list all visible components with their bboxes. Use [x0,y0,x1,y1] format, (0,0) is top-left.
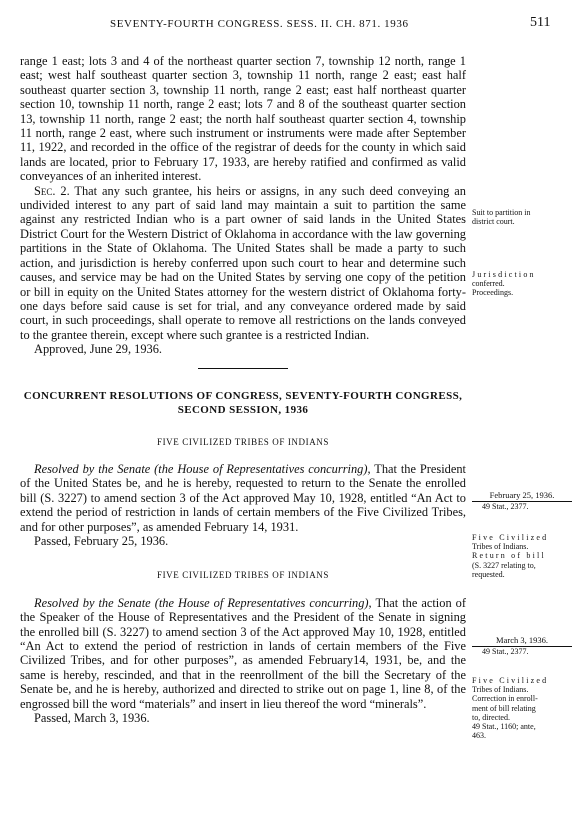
margin-note-res2 [472,676,576,740]
resolution-2-statute: 49 Stat., 2377. [482,647,529,657]
margin-note-line: Proceedings. [472,288,514,298]
margin-note-line: (S. 3227 relating to, [472,560,536,570]
paragraph-land-descriptions: range 1 east; lots 3 and 4 of the northeast quarter section 7, township 12 north, range 1 east; west half southeast quarter section 3, township 11 north, range 2 east; east half southeast quarter section 3, township 11 north, range 2 east; east half northeast quarter section 10, township 11 north, range 2 east; lots 7 and 8 of the southeast quarter section 13, township 11 north, range 2 east; the north half southeast quarter section 4, township 11 north, range 2 east, where such instrument or instruments were made after September 11, 1922, and recorded in the office of the registrar of deeds for the county in which said lands are located, prior to February 17, 1933, are hereby ratified and confirmed as valid conveyances of an inherited interest. [20,54,466,184]
margin-note-jurisdiction [472,270,576,298]
margin-note-suit [472,208,576,226]
margin-res2-date-block [472,636,576,656]
concurrent-resolutions-title: CONCURRENT RESOLUTIONS OF CONGRESS, SEVENTY-FOURTH CONGRESS, SECOND SESSION, 1936 [23,389,463,416]
resolution-2-passed: Passed, March 3, 1936. [34,711,150,726]
resolved-clause: Resolved by the Senate (the House of Representatives concurring), [34,595,372,610]
approval-line: Approved, June 29, 1936. [34,342,163,357]
margin-note-line: Five Civilized [472,676,549,685]
resolution-2-title: FIVE CIVILIZED TRIBES OF INDIANS [156,570,330,581]
main-text [20,54,466,725]
resolution-2-text: That the action of the Speaker of the House of Representatives and the President of the Senate in signing the enrolled bill (S. 3227) to amend section 3 of the Act approved May 10, 1928, entitled “An Act to extend the period of restriction in lands of certain members of the Five Civilized Tribes, and for other purposes”, as amended February14, 1931, be, and the same is hereby, rescinded, and that in the reenrollment of the bill the Secretary of the Senate be, and he is hereby, authorized and directed to strike out on page 1, line 8, of the engrossed bill the word “materials” and insert in lieu thereof the word “minerals”. [20,595,466,711]
resolution-1-title: FIVE CIVILIZED TRIBES OF INDIANS [156,436,330,447]
margin-note-line: Tribes of Indians. [472,685,529,695]
margin-note-line: 463. [472,731,486,741]
resolution-1-body [20,462,466,534]
margin-note-line: Jurisdiction [472,270,536,279]
margin-note-line: Five Civilized [472,533,549,542]
resolution-1-text: That the President of the United States be, and he is hereby, requested to return to the Senate the enrolled bill (S. 3227) to amend section 3 of the Act approved May 10, 1928, entitled “An Act to extend the period of restriction in lands of certain members of the Five Civilized Tribes, and for other purposes”, as amended February 14, 1931. [20,461,466,534]
margin-note-line: Correction in enroll- [472,694,538,704]
margin-note-line: ment of bill relating [472,703,536,713]
running-header [0,15,582,38]
resolution-1-passed: Passed, February 25, 1936. [34,533,169,548]
margin-note-line: conferred. [472,279,505,289]
margin-note-line: Suit to partition in [472,208,531,217]
section-label: Sec. 2. [34,183,70,198]
margin-note-line: Tribes of Indians. [472,542,529,552]
margin-note-line: district court. [472,217,515,227]
resolution-2-date: March 3, 1936. [472,636,572,647]
resolution-1-date: February 25, 1936. [472,491,572,502]
section-divider [198,368,288,369]
running-head: SEVENTY-FOURTH CONGRESS. SESS. II. CH. 871. 1936 [110,18,409,30]
resolved-clause: Resolved by the Senate (the House of Representatives concurring), [34,461,371,476]
resolution-1-statute: 49 Stat., 2377. [482,502,529,512]
margin-note-res1 [472,533,576,579]
section-2-text: That any such grantee, his heirs or assigns, in any such deed conveying an undivided interest to any part of said land may maintain a suit to partition the same against any restricted Indian who is a part owner of said lands in the United States District Court for the Western District of Oklahoma in accordance with the law governing partitions in the State of Oklahoma. The United States shall be made a party to such action, and jurisdiction is hereby conferred upon such court to hear and determine such causes, and service may be had on the United States by serving one copy of the petition or bill in equity on the United States attorney for the western district of Oklahoma forty-one days before said cause is set for trial, and any conveyance ordered made by said court, in such proceedings, shall operate to remove all restrictions on the lands conveyed to the grantee therein, except where such grantee is a restricted Indian. [20,183,466,342]
margin-res1-date-block [472,491,576,511]
resolution-2-body [20,596,466,711]
margin-note-line: Return of bill [472,551,546,561]
section-2-paragraph [20,184,466,342]
margin-note-line: requested. [472,569,505,579]
page-number: 511 [530,15,551,30]
margin-note-line: to, directed. [472,712,510,722]
margin-note-line: 49 Stat., 1160; ante, [472,722,536,732]
